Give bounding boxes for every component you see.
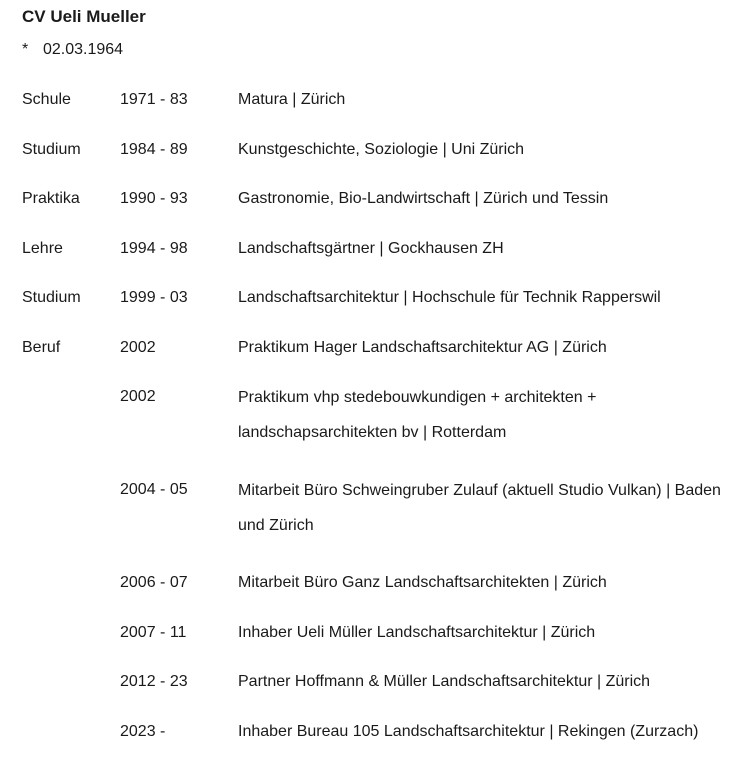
entry-years: 1999 - 03	[120, 289, 188, 306]
cv-entry	[22, 623, 722, 643]
entry-years: 2002	[120, 388, 156, 405]
entry-years: 1990 - 93	[120, 190, 188, 207]
entry-description: Matura | Zürich	[238, 91, 346, 108]
entry-description: Praktikum vhp stedebouwkundigen + architekten + landschapsarchitekten bv | Rotterdam	[238, 388, 597, 441]
entry-category	[22, 480, 120, 543]
birth-symbol: *	[22, 41, 29, 58]
entry-description: Inhaber Bureau 105 Landschaftsarchitektur | Rekingen (Zurzach)	[238, 722, 699, 740]
cv-entry	[22, 573, 722, 593]
entry-years: 1971 - 83	[120, 91, 188, 108]
birth-line	[22, 40, 123, 60]
cv-entry	[22, 239, 722, 259]
entry-description: Kunstgeschichte, Soziologie | Uni Zürich	[238, 140, 525, 158]
entry-years: 2012 - 23	[120, 673, 188, 690]
entry-category	[22, 573, 120, 593]
entry-years: 2004 - 05	[120, 481, 188, 498]
entry-description: Inhaber Ueli Müller Landschaftsarchitektur | Zürich	[238, 623, 596, 641]
cv-entry	[22, 189, 722, 209]
entry-category: Studium	[22, 289, 81, 306]
entry-years: 1994 - 98	[120, 239, 188, 257]
entry-years: 2007 - 11	[120, 623, 187, 641]
entry-years: 1984 - 89	[120, 140, 188, 158]
entry-category: Schule	[22, 91, 71, 108]
entry-category: Studium	[22, 140, 81, 158]
cv-entry	[22, 722, 722, 742]
cv-entry	[22, 387, 722, 450]
cv-entry	[22, 672, 722, 692]
cv-entries	[22, 90, 722, 771]
cv-entry	[22, 140, 722, 160]
entry-years: 2006 - 07	[120, 574, 188, 591]
entry-description: Mitarbeit Büro Schweingruber Zulauf (aktuell Studio Vulkan) | Baden und Zürich	[238, 481, 721, 534]
entry-category	[22, 722, 120, 742]
cv-entry	[22, 90, 722, 110]
entry-category: Lehre	[22, 239, 63, 257]
entry-years: 2002	[120, 338, 156, 356]
entry-category	[22, 387, 120, 450]
entry-years: 2023 -	[120, 722, 166, 740]
entry-description: Praktikum Hager Landschaftsarchitektur AG | Zürich	[238, 338, 607, 356]
entry-description: Landschaftsarchitektur | Hochschule für Technik Rapperswil	[238, 289, 661, 306]
cv-entry	[22, 338, 722, 358]
entry-category: Beruf	[22, 338, 61, 356]
birth-date: 02.03.1964	[43, 41, 124, 58]
entry-description: Landschaftsgärtner | Gockhausen ZH	[238, 239, 504, 257]
entry-category	[22, 623, 120, 643]
cv-entry	[22, 480, 722, 543]
entry-description: Gastronomie, Bio-Landwirtschaft | Zürich und Tessin	[238, 190, 609, 207]
entry-description: Partner Hoffmann & Müller Landschaftsarchitektur | Zürich	[238, 673, 651, 690]
cv-entry	[22, 288, 722, 308]
entry-description: Mitarbeit Büro Ganz Landschaftsarchitekten | Zürich	[238, 574, 607, 591]
entry-category	[22, 672, 120, 692]
page-title: CV Ueli Mueller	[22, 7, 146, 26]
entry-category: Praktika	[22, 190, 80, 207]
